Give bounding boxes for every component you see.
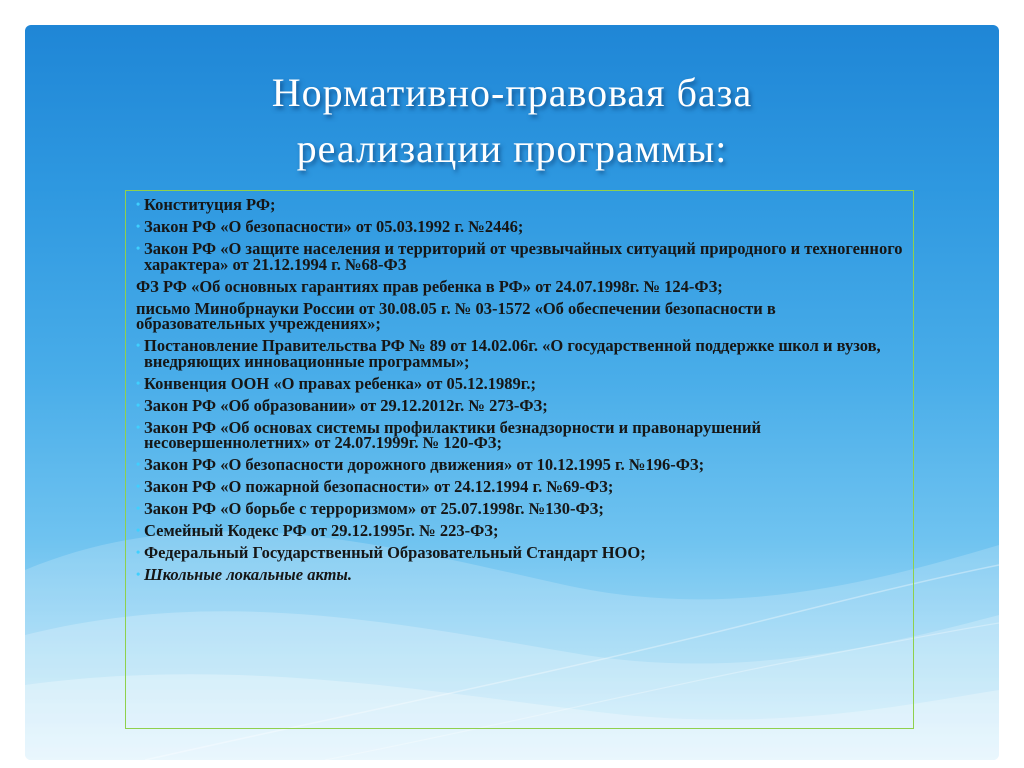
law-list-item: [136, 501, 903, 517]
bullet-icon: •: [136, 457, 141, 471]
content-box: [125, 190, 914, 729]
law-list-item: [136, 241, 903, 272]
bullet-icon: •: [136, 338, 141, 352]
law-list-item: [136, 395, 903, 415]
law-list-item: [136, 338, 903, 369]
slide: [25, 25, 999, 760]
law-item-text: Закон РФ «О защите населения и территорий от чрезвычайных ситуаций природного и техногенного характера» от 21.12.1994 г. №68-ФЗ: [144, 239, 903, 274]
law-item-text: Закон РФ «О безопасности» от 05.03.1992 г. №2446;: [144, 217, 524, 236]
law-list-item: [136, 298, 903, 333]
bullet-icon: •: [136, 419, 141, 434]
law-list-item: [136, 567, 903, 583]
slide-title: [25, 65, 999, 177]
bullet-icon: •: [136, 479, 141, 493]
law-list-item: [136, 523, 903, 539]
law-list-item: [136, 457, 903, 473]
law-item-text: Закон РФ «Об образовании» от 29.12.2012г. № 273-ФЗ;: [144, 395, 548, 415]
bullet-icon: •: [136, 523, 141, 537]
law-list: [136, 197, 903, 583]
bullet-icon: •: [136, 545, 141, 559]
law-list-item: [136, 197, 903, 213]
bullet-icon: •: [136, 241, 141, 255]
law-list-item: [136, 276, 903, 296]
law-list-item: [136, 545, 903, 561]
law-item-text: Постановление Правительства РФ № 89 от 14.02.06г. «О государственной поддержке школ и вузов, внедряющих инновационные программы»;: [144, 336, 881, 371]
law-item-text: письмо Минобрнауки России от 30.08.05 г. № 03-1572 «Об обеспечении безопасности в образовательных учреждениях»;: [136, 298, 776, 333]
law-item-text: Закон РФ «О безопасности дорожного движения» от 10.12.1995 г. №196-ФЗ;: [144, 455, 705, 474]
law-item-text: Школьные локальные акты.: [144, 565, 353, 584]
slide-title-line-1: Нормативно-правовая база: [271, 70, 753, 115]
bullet-icon: •: [136, 375, 141, 390]
bullet-icon: •: [136, 501, 141, 515]
law-item-text: ФЗ РФ «Об основных гарантиях прав ребенка в РФ» от 24.07.1998г. № 124-ФЗ;: [136, 276, 723, 296]
law-item-text: Закон РФ «Об основах системы профилактики безнадзорности и правонарушений несовершеннолетних» от 24.07.1999г. № 120-ФЗ;: [144, 417, 762, 452]
bullet-icon: •: [136, 197, 141, 211]
law-item-text: Семейный Кодекс РФ от 29.12.1995г. № 223-ФЗ;: [144, 521, 499, 540]
bullet-icon: •: [136, 219, 141, 233]
slide-title-line-2: реализации программы:: [296, 126, 728, 171]
law-list-item: [136, 219, 903, 235]
law-list-item: [136, 373, 903, 393]
law-item-text: Закон РФ «О борьбе с терроризмом» от 25.07.1998г. №130-ФЗ;: [144, 499, 604, 518]
law-list-item: [136, 417, 903, 452]
bullet-icon: •: [136, 397, 141, 412]
law-list-item: [136, 479, 903, 495]
law-item-text: Конституция РФ;: [144, 195, 276, 214]
law-item-text: Федеральный Государственный Образовательный Стандарт НОО;: [144, 543, 646, 562]
bullet-icon: •: [136, 567, 141, 581]
law-item-text: Закон РФ «О пожарной безопасности» от 24.12.1994 г. №69-ФЗ;: [144, 477, 614, 496]
law-item-text: Конвенция ООН «О правах ребенка» от 05.12.1989г.;: [144, 373, 537, 393]
